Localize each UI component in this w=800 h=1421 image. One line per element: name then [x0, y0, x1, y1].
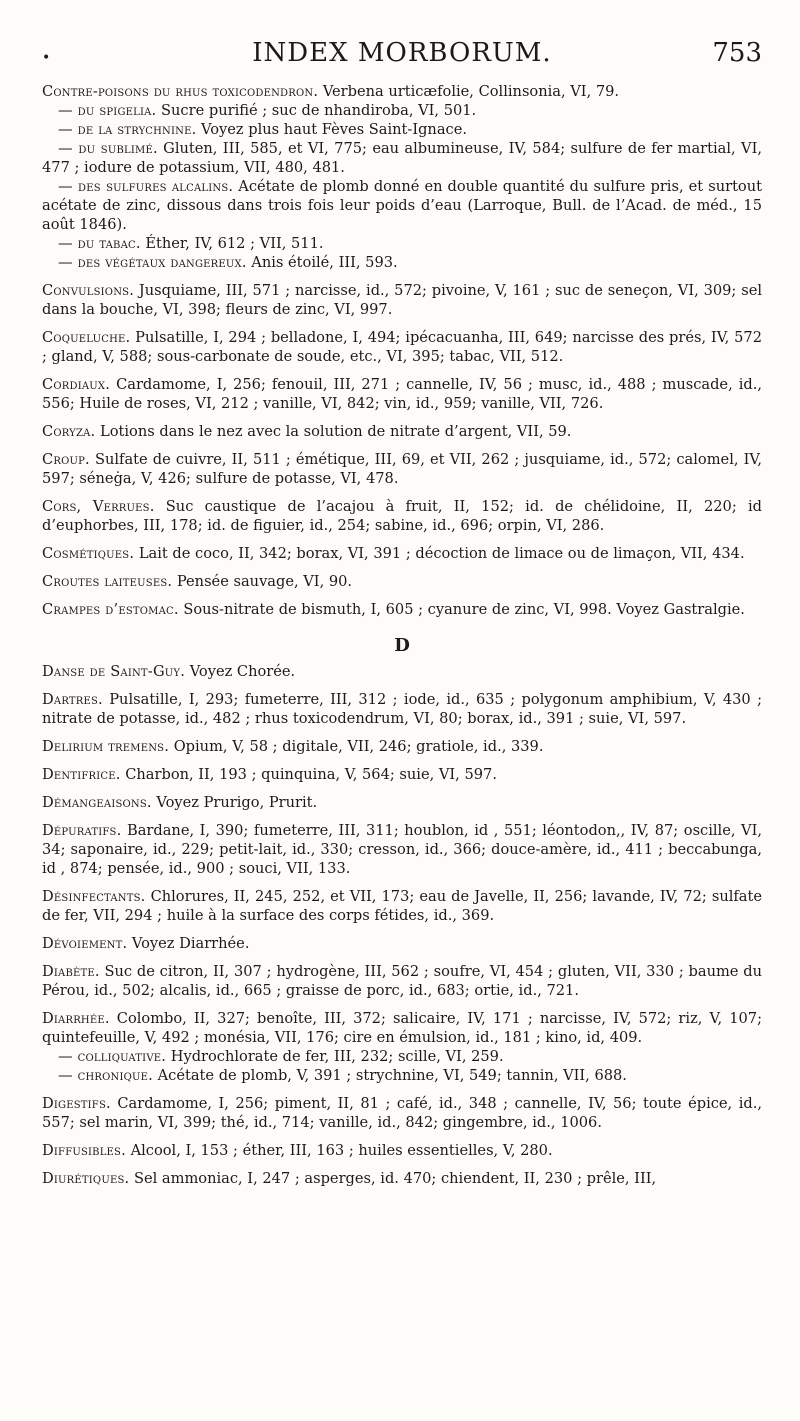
entry-heading: — des sulfures alcalins. [58, 178, 234, 195]
entry-text: Éther, IV, 612 ; VII, 511. [140, 235, 324, 252]
entry-heading: Diabète. [42, 963, 100, 980]
entry-text: Verbena urticæfolie, Collinsonia, VI, 79. [318, 83, 620, 100]
index-entry [42, 793, 762, 812]
index-entry [42, 234, 762, 253]
index-entry [42, 662, 762, 681]
entry-heading: Dépuratifs. [42, 822, 122, 839]
entry-text: Acétate de plomb, V, 391 ; strychnine, VI, 549; tannin, VII, 688. [153, 1067, 627, 1084]
index-entry [42, 821, 762, 878]
entry-heading: Convulsions. [42, 282, 135, 299]
entry-heading: Diurétiques. [42, 1170, 130, 1187]
index-entry [42, 450, 762, 488]
index-entry [42, 1066, 762, 1085]
entry-text: Gluten, III, 585, et VI, 775; eau albumineuse, IV, 584; sulfure de fer martial, VI, 477 ; iodure de potassium, VII, 480, 481. [42, 140, 762, 176]
entry-text: Pensée sauvage, VI, 90. [172, 573, 353, 590]
page-title: INDEX MORBORUM. [252, 38, 552, 68]
index-entry [42, 139, 762, 177]
entry-text: Suc caustique de l’acajou à fruit, II, 152; id. de chélidoine, II, 220; id d’euphorbes, III, 178; id. de figuier, id., 254; sabine, id., 696; orpin, VI, 286. [42, 498, 762, 534]
entry-heading: Dartres. [42, 691, 103, 708]
entry-text: Pulsatille, I, 293; fumeterre, III, 312 ; iode, id., 635 ; polygonum amphibium, V, 430 ; nitrate de potasse, id., 482 ; rhus toxicodendrum, VI, 80; borax, id., 391 ; suie, VI, 597. [42, 691, 762, 727]
section-letter: D [394, 635, 410, 656]
entry-text: Sucre purifié ; suc de nhandiroba, VI, 501. [156, 102, 477, 119]
entry-text: Charbon, II, 193 ; quinquina, V, 564; suie, VI, 597. [120, 766, 497, 783]
entry-text: Suc de citron, II, 307 ; hydrogène, III, 562 ; soufre, VI, 454 ; gluten, VII, 330 ; baume du Pérou, id., 502; alcalis, id., 665 ; graisse de porc, id., 683; ortie, id., 721. [42, 963, 762, 999]
index-entry [42, 328, 762, 366]
index-entry [42, 934, 762, 953]
entry-heading: — colliquative. [58, 1048, 167, 1065]
index-entry [42, 497, 762, 535]
index-entry [42, 281, 762, 319]
entry-text: Voyez plus haut Fèves Saint-Ignace. [196, 121, 467, 138]
entry-text: Hydrochlorate de fer, III, 232; scille, VI, 259. [166, 1048, 504, 1065]
entry-text: Pulsatille, I, 294 ; belladone, I, 494; ipécacuanha, III, 649; narcisse des prés, IV, 572 ; gland, V, 588; sous-carbonate de soude, etc., VI, 395; tabac, VII, 512. [42, 329, 762, 365]
index-entry [42, 120, 762, 139]
index-entry [42, 1047, 762, 1066]
index-entry [42, 1141, 762, 1160]
index-entry [42, 101, 762, 120]
entry-text: Voyez Chorée. [185, 663, 296, 680]
running-header [42, 38, 762, 82]
entry-heading: Coqueluche. [42, 329, 131, 346]
entry-text: Acétate de plomb donné en double quantité du sulfure pris, et surtout acétate de zinc, dissous dans trois fois leur poids d’eau (Larroque, Bull. de l’Acad. de méd., 15 août 1846). [42, 178, 762, 233]
header-bullet: • [42, 50, 51, 66]
entry-heading: Coryza. [42, 423, 96, 440]
page-number: 753 [712, 38, 762, 68]
entry-heading: Cordiaux. [42, 376, 111, 393]
entry-heading: Croutes laiteuses. [42, 573, 173, 590]
index-entry [42, 765, 762, 784]
index-entry [42, 1009, 762, 1047]
entry-text: Sel ammoniac, I, 247 ; asperges, id. 470; chiendent, II, 230 ; prêle, III, [129, 1170, 657, 1187]
entry-heading: — de la strychnine. [58, 121, 197, 138]
entry-text: Lotions dans le nez avec la solution de nitrate d’argent, VII, 59. [95, 423, 572, 440]
entry-heading: Contre-poisons du rhus toxicodendron. [42, 83, 319, 100]
index-entry [42, 962, 762, 1000]
entry-heading: Delirium tremens. [42, 738, 170, 755]
entry-text: Voyez Diarrhée. [127, 935, 250, 952]
index-entry [42, 422, 762, 441]
entry-heading: — des végétaux dangereux. [58, 254, 247, 271]
entry-heading: Cors, Verrues. [42, 498, 155, 515]
entry-text: Sulfate de cuivre, II, 511 ; émétique, III, 69, et VII, 262 ; jusquiame, id., 572; calomel, IV, 597; séneġa, V, 426; sulfure de potasse, VI, 478. [42, 451, 762, 487]
entry-heading: Diffusibles. [42, 1142, 126, 1159]
entry-heading: Digestifs. [42, 1095, 111, 1112]
entry-text: Cardamome, I, 256; piment, II, 81 ; café, id., 348 ; cannelle, IV, 56; toute épice, id., 557; sel marin, VI, 399; thé, id., 714; vanille, id., 842; gingembre, id., 1006. [42, 1095, 762, 1131]
index-entry [42, 690, 762, 728]
entry-heading: Croup. [42, 451, 90, 468]
entry-text: Colombo, II, 327; benoîte, III, 372; salicaire, IV, 171 ; narcisse, IV, 572; riz, V, 107; quintefeuille, V, 492 ; monésia, VII, 176; cire en émulsion, id., 181 ; kino, id, 409. [42, 1010, 762, 1046]
entry-heading: Démangeaisons. [42, 794, 152, 811]
entry-text: Bardane, I, 390; fumeterre, III, 311; houblon, id , 551; léontodon,, IV, 87; oscille, VI, 34; saponaire, id., 229; petit-lait, id., 330; cresson, id., 366; douce-amère, id., 411 ; beccabunga, id , 874; pensée, id., 900 ; souci, VII, 133. [42, 822, 762, 877]
entry-heading: Diarrhée. [42, 1010, 110, 1027]
entry-heading: Dentifrice. [42, 766, 121, 783]
index-entry [42, 82, 762, 101]
entry-heading: — chronique. [58, 1067, 153, 1084]
index-entry [42, 572, 762, 591]
index-entries-d [42, 662, 762, 1188]
index-entry [42, 177, 762, 234]
entry-text: Sous-nitrate de bismuth, I, 605 ; cyanure de zinc, VI, 998. Voyez Gastralgie. [178, 601, 745, 618]
index-entry [42, 544, 762, 563]
entry-heading: Cosmétiques. [42, 545, 135, 562]
entry-text: Jusquiame, III, 571 ; narcisse, id., 572; pivoine, V, 161 ; suc de seneçon, VI, 309; sel dans la bouche, VI, 398; fleurs de zinc, VI, 997. [42, 282, 762, 318]
index-entry [42, 253, 762, 272]
entry-heading: Crampes d’estomac. [42, 601, 179, 618]
entry-text: Anis étoilé, III, 593. [246, 254, 398, 271]
entry-text: Lait de coco, II, 342; borax, VI, 391 ; décoction de limace ou de limaçon, VII, 434. [134, 545, 745, 562]
index-entry [42, 887, 762, 925]
index-entry [42, 1169, 762, 1188]
entry-heading: Désinfectants. [42, 888, 146, 905]
index-entry [42, 1094, 762, 1132]
index-entries-c [42, 82, 762, 619]
entry-text: Chlorures, II, 245, 252, et VII, 173; eau de Javelle, II, 256; lavande, IV, 72; sulfate de fer, VII, 294 ; huile à la surface des corps fétides, id., 369. [42, 888, 762, 924]
entry-heading: — du sublimé. [58, 140, 158, 157]
entry-text: Voyez Prurigo, Prurit. [151, 794, 318, 811]
entry-text: Opium, V, 58 ; digitale, VII, 246; gratiole, id., 339. [169, 738, 544, 755]
entry-heading: — du tabac. [58, 235, 141, 252]
entry-text: Alcool, I, 153 ; éther, III, 163 ; huiles essentielles, V, 280. [125, 1142, 553, 1159]
entry-heading: Danse de Saint-Guy. [42, 663, 186, 680]
index-entry [42, 737, 762, 756]
index-entry [42, 375, 762, 413]
entry-text: Cardamome, I, 256; fenouil, III, 271 ; cannelle, IV, 56 ; musc, id., 488 ; muscade, id., 556; Huile de roses, VI, 212 ; vanille, VI, 842; vin, id., 959; vanille, VII, 726. [42, 376, 762, 412]
entry-heading: Dévoiement. [42, 935, 128, 952]
entry-heading: — du spigelia. [58, 102, 157, 119]
index-entry [42, 600, 762, 619]
